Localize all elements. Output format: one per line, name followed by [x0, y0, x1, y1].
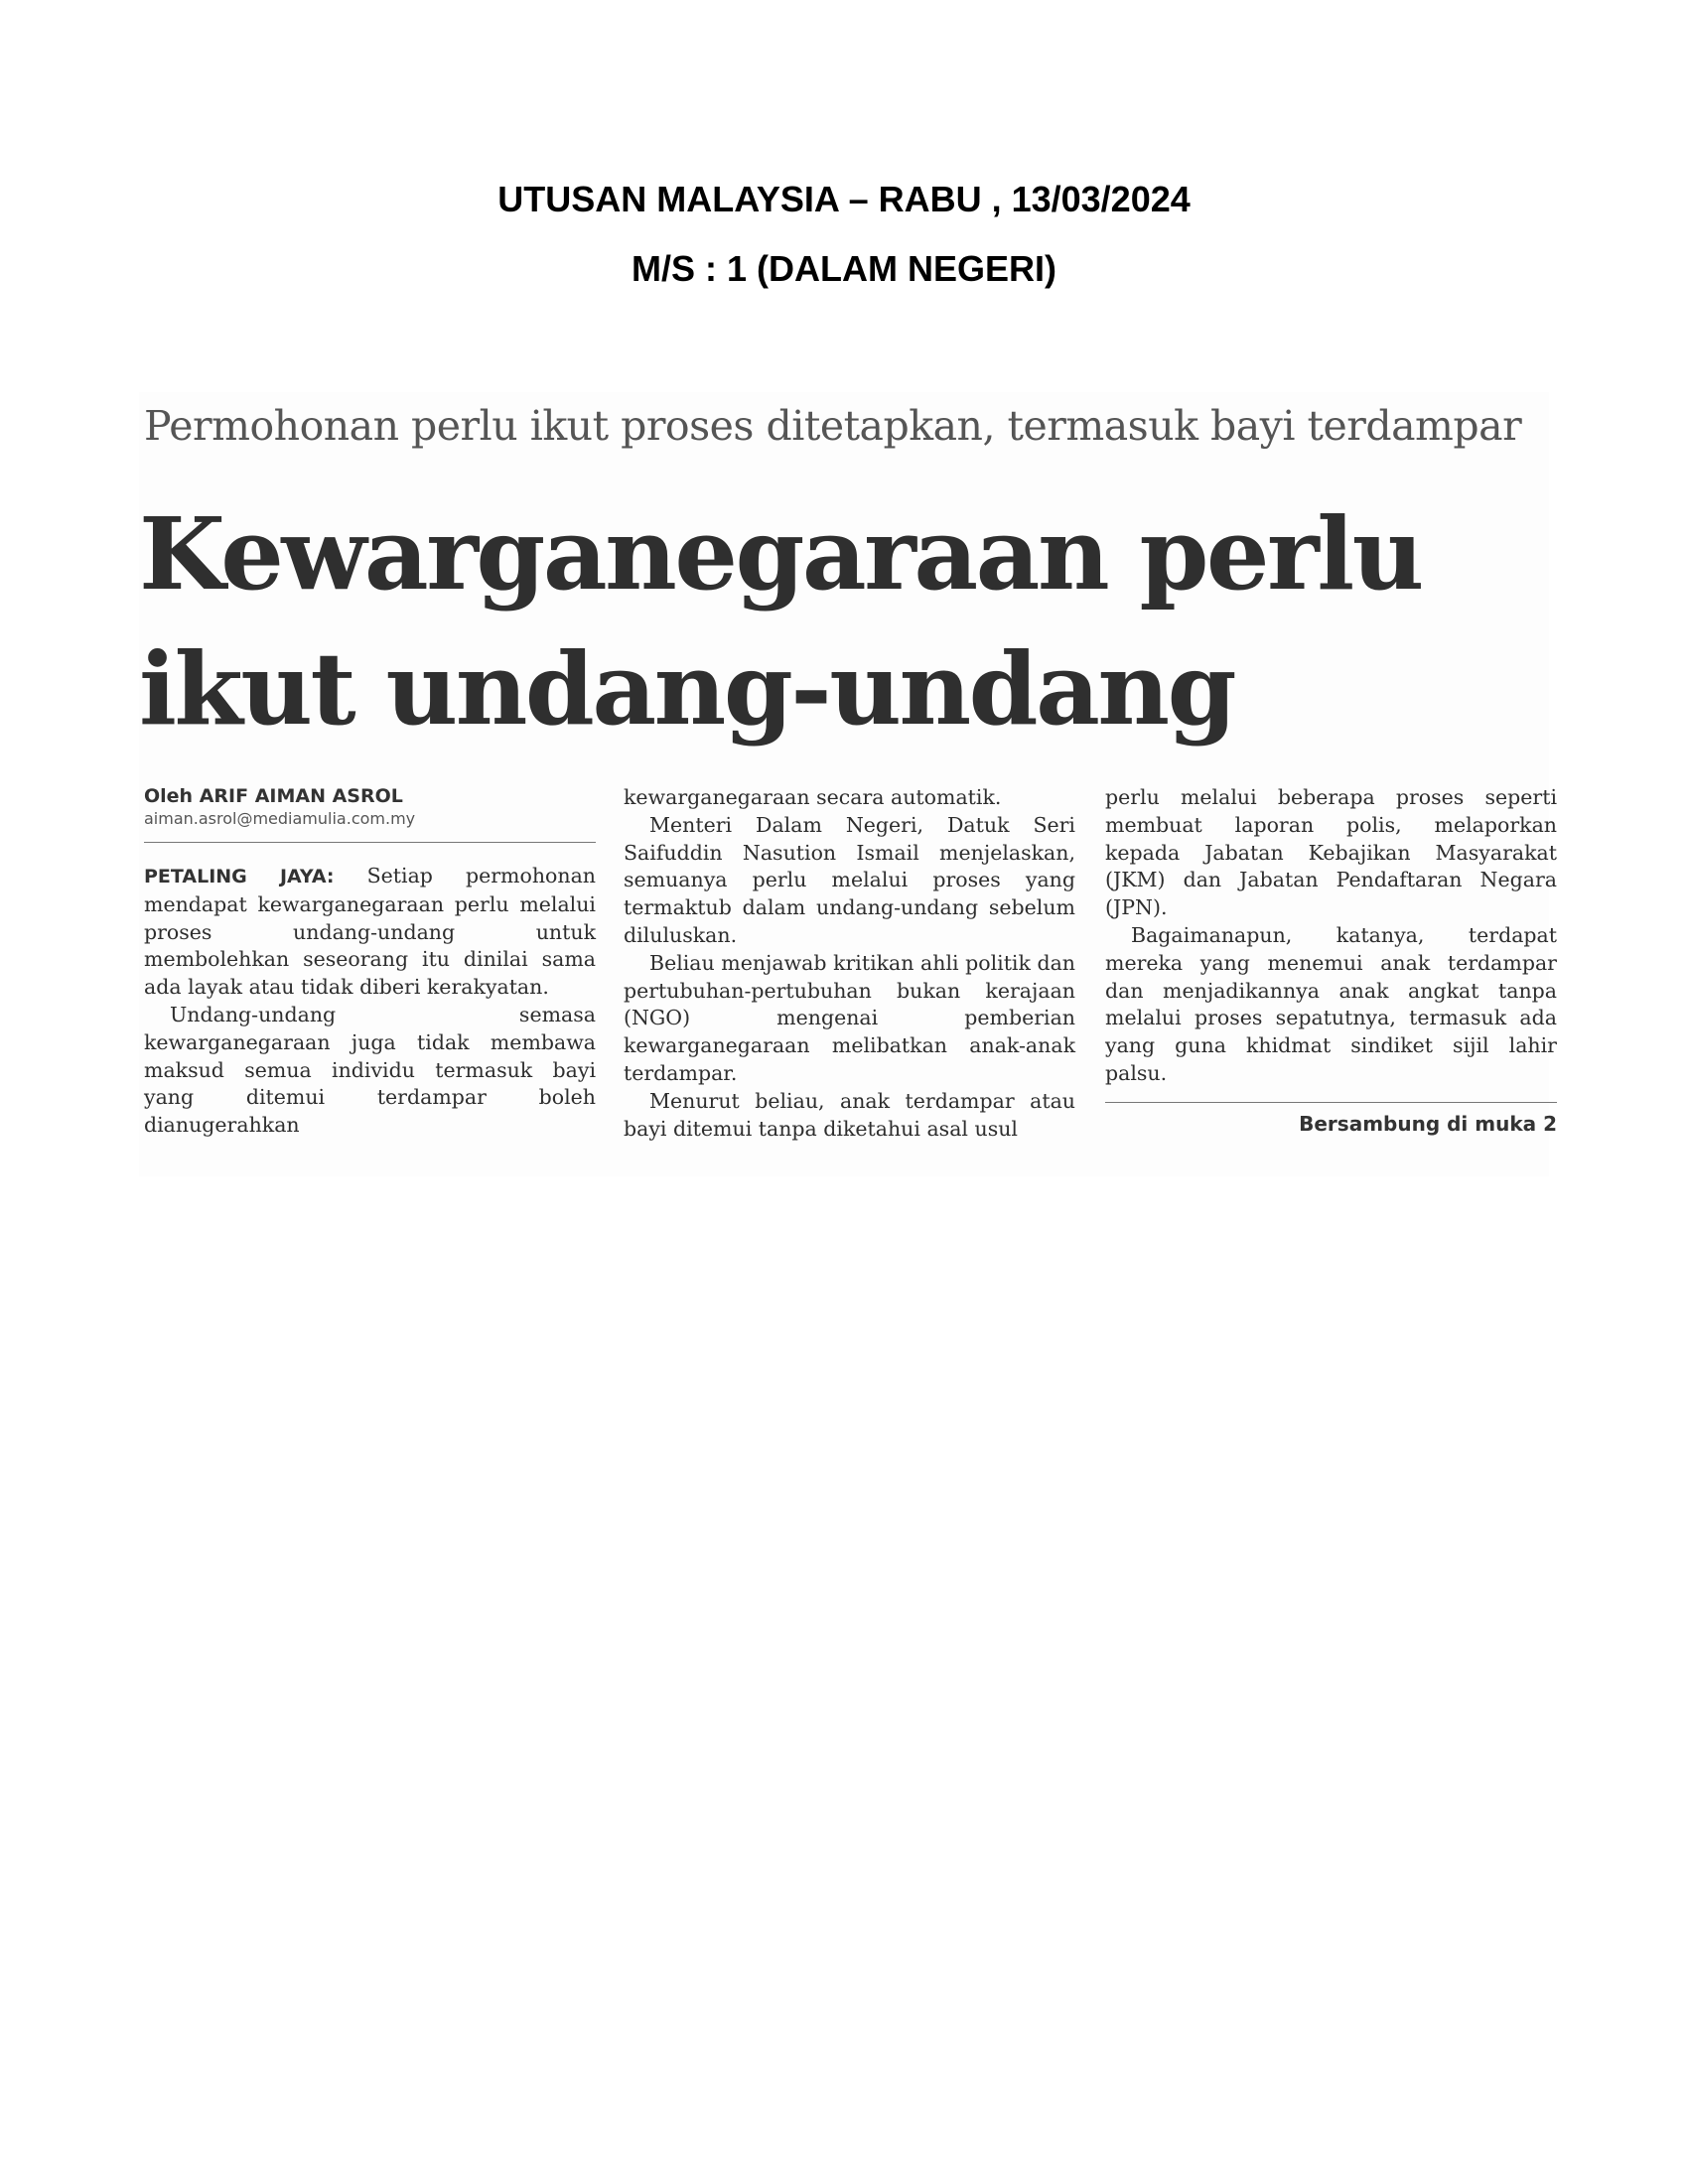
paragraph: perlu melalui beberapa proses seperti membuat laporan polis, melaporkan kepada Jabatan Kebajikan Masyarakat (JKM) dan Jabatan Pendaftaran Negara (JPN). — [1105, 785, 1557, 920]
paragraph: Undang-undang semasa kewarganegaraan juga tidak membawa maksud semua individu termasuk bayi yang ditemui terdampar boleh dianugerahkan — [144, 1002, 596, 1138]
paragraph: Menteri Dalam Negeri, Datuk Seri Saifuddin Nasution Ismail menjelaskan, semuanya perlu melalui proses yang termaktub dalam undang-undang sebelum diluluskan. — [624, 812, 1075, 947]
article-column-3 — [1105, 784, 1557, 1139]
continued-on-page: Bersambung di muka 2 — [1299, 1111, 1557, 1136]
paragraph: PETALING JAYA: Setiap permohonan mendapat kewarganegaraan perlu melalui proses undang-undang untuk membolehkan seseorang itu dinilai sama ada layak atau tidak diberi kerakyatan. — [144, 864, 596, 1000]
article-column-2 — [624, 784, 1075, 1143]
continuation-divider — [1105, 1102, 1557, 1103]
newspaper-clipping — [139, 392, 1557, 1176]
dateline: PETALING JAYA: — [144, 866, 335, 887]
byline: Oleh ARIF AIMAN ASROL — [144, 785, 403, 807]
headline-line-2: ikut undang-undang — [139, 630, 1234, 748]
paragraph: Menurut beliau, anak terdampar atau bayi ditemui tanpa diketahui asal usul — [624, 1088, 1075, 1141]
headline-line-1: Kewarganegaraan perlu — [139, 495, 1422, 613]
article-headline — [139, 486, 1549, 756]
byline-divider — [144, 842, 596, 843]
page-section-label: M/S : 1 (DALAM NEGERI) — [632, 248, 1056, 289]
author-email: aiman.asrol@mediamulia.com.my — [144, 809, 416, 828]
paragraph: Beliau menjawab kritikan ahli politik dan pertubuhan-pertubuhan bukan kerajaan (NGO) mengenai pemberian kewarganegaraan melibatkan anak-anak terdampar. — [624, 950, 1075, 1085]
article-kicker: Permohonan perlu ikut proses ditetapkan, termasuk bayi terdampar — [144, 402, 1522, 450]
publication-header: UTUSAN MALAYSIA – RABU , 13/03/2024 — [497, 179, 1191, 219]
paragraph: Bagaimanapun, katanya, terdapat mereka yang menemui anak terdampar dan menjadikannya anak angkat tanpa melalui proses sepatutnya, termasuk ada yang guna khidmat sindiket sijil lahir palsu. — [1105, 922, 1557, 1085]
article-column-1 — [144, 784, 596, 1140]
paragraph: kewarganegaraan secara automatik. — [624, 785, 1002, 809]
